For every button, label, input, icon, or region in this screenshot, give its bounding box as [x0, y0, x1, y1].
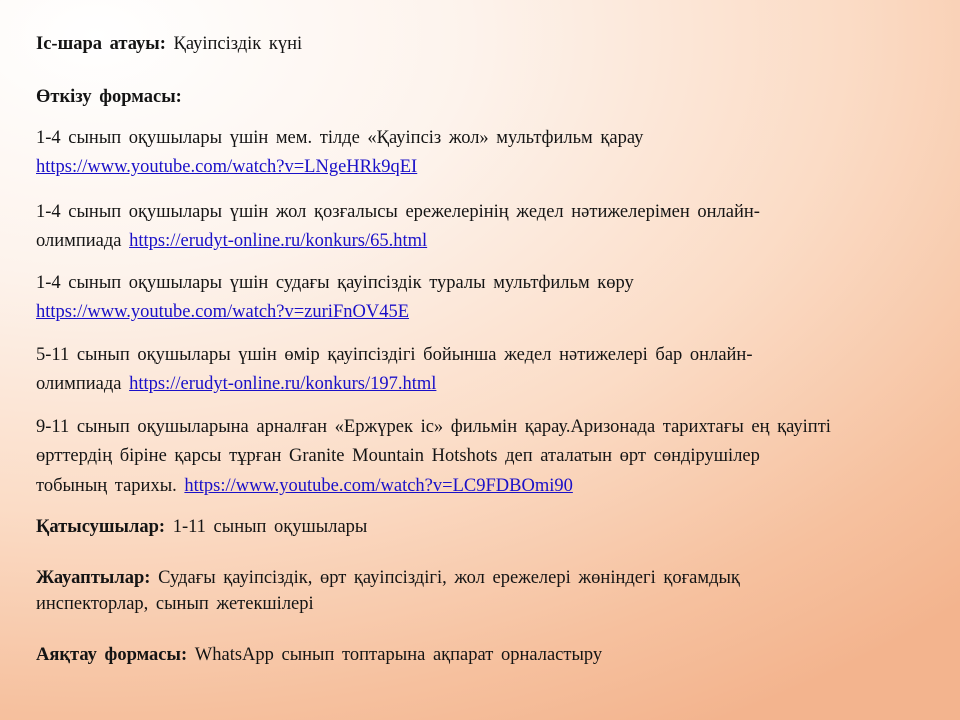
- responsible-value-line1: Судағы қауіпсіздік, өрт қауіпсіздігі, жол ережелері жөніндегі қоғамдық: [158, 568, 740, 588]
- item-3-text: 1-4 сынып оқушылары үшін судағы қауіпсіздік туралы мультфильм көру: [36, 273, 634, 293]
- item-5-text-line3: тобының тарихы.: [36, 476, 177, 496]
- item-2-text-line2: олимпиада: [36, 231, 122, 251]
- responsible-row: [36, 568, 740, 589]
- item-5-link[interactable]: https://www.youtube.com/watch?v=LC9FDBOmi90: [184, 476, 573, 496]
- item-3-link-row: [36, 302, 409, 323]
- item-5-text-line1: 9-11 сынып оқушыларына арналған «Ержүрек іс» фильмін қарау.Аризонада тарихтағы ең қауіпті: [36, 417, 831, 437]
- format-heading: Өткізу формасы:: [36, 87, 182, 107]
- event-name-label: Іс-шара атауы:: [36, 34, 166, 54]
- item-1-link-row: [36, 157, 417, 178]
- participants-row: [36, 517, 367, 538]
- item-2-link[interactable]: https://erudyt-online.ru/konkurs/65.html: [129, 231, 428, 251]
- item-1-link[interactable]: https://www.youtube.com/watch?v=LNgeHRk9qEI: [36, 157, 418, 177]
- event-name-value: Қауіпсіздік күні: [173, 34, 303, 54]
- item-4-text-line1: 5-11 сынып оқушылары үшін өмір қауіпсіздігі бойынша жедел нәтижелері бар онлайн-: [36, 345, 753, 365]
- event-name-row: [36, 34, 302, 55]
- item-2-text-line1: 1-4 сынып оқушылары үшін жол қозғалысы ережелерінің жедел нәтижелерімен онлайн-: [36, 202, 760, 222]
- participants-label: Қатысушылар:: [36, 517, 166, 537]
- closing-value: WhatsApp сынып топтарына ақпарат орналастыру: [194, 645, 603, 665]
- item-2-line2: [36, 231, 427, 252]
- item-4-link[interactable]: https://erudyt-online.ru/konkurs/197.html: [129, 374, 437, 394]
- item-1-text: 1-4 сынып оқушылары үшін мем. тілде «Қауіпсіз жол» мультфильм қарау: [36, 128, 644, 148]
- item-3-link[interactable]: https://www.youtube.com/watch?v=zuriFnOV45E: [36, 302, 410, 322]
- item-5-text-line2: өрттердің біріне қарсы тұрған Granite Mountain Hotshots деп аталатын өрт сөндірушілер: [36, 446, 760, 466]
- responsible-value-line2: инспекторлар, сынып жетекшілері: [36, 594, 314, 614]
- item-4-text-line2: олимпиада: [36, 374, 122, 394]
- item-4-line2: [36, 374, 436, 395]
- item-5-line3: [36, 476, 573, 497]
- responsible-label: Жауаптылар:: [36, 568, 151, 588]
- participants-value: 1-11 сынып оқушылары: [172, 517, 368, 537]
- closing-row: [36, 645, 602, 666]
- closing-label: Аяқтау формасы:: [36, 645, 188, 665]
